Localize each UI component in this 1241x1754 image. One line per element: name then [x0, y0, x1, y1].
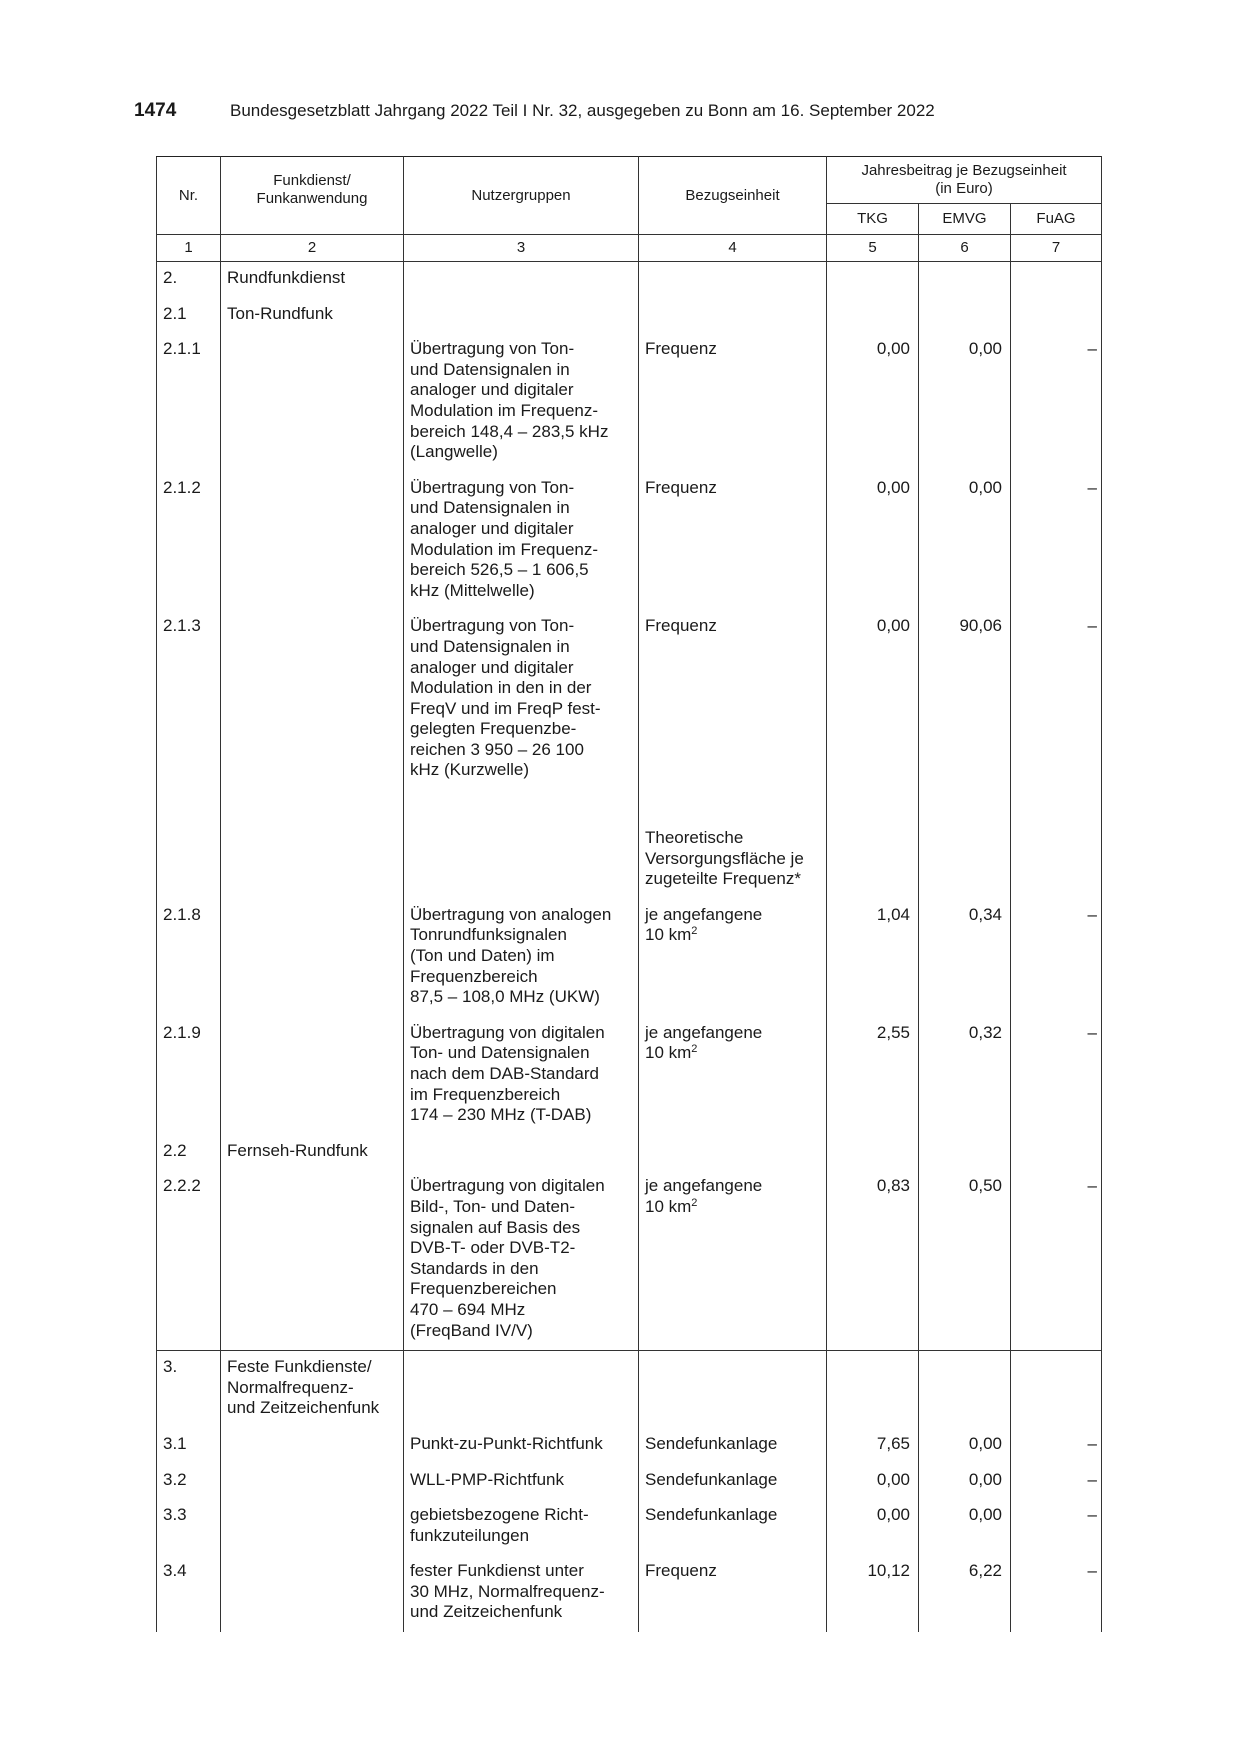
cell-nr: 2.1.8: [157, 899, 221, 1017]
cell-bezugseinheit: Sendefunkanlage: [639, 1428, 827, 1464]
superscript: 2: [691, 1196, 698, 1209]
cell-bezugseinheit: Theoretische Versorgungsfläche je zugeteilte Frequenz*: [639, 790, 827, 899]
table-row: [157, 472, 1102, 611]
cell-emvg: 90,06: [919, 610, 1011, 790]
column-number-row: [157, 235, 1102, 262]
cell-bezugseinheit: Frequenz: [639, 472, 827, 611]
page-header: [134, 100, 1114, 126]
cell-tkg: 0,00: [827, 1464, 919, 1500]
cell-fuag: –: [1011, 1017, 1102, 1135]
cell-bezugseinheit: Frequenz: [639, 610, 827, 790]
cell-bezugseinheit: [639, 298, 827, 334]
cell-tkg: [827, 1351, 919, 1428]
cell-tkg: 0,00: [827, 472, 919, 611]
cell-funkdienst: [221, 1555, 404, 1632]
table-row: [157, 899, 1102, 1017]
cell-nr: 2.: [157, 262, 221, 298]
cell-nutzergruppen: [404, 1351, 639, 1428]
header-tkg: TKG: [827, 204, 919, 235]
cell-fuag: –: [1011, 1555, 1102, 1632]
cell-nr: 2.1: [157, 298, 221, 334]
cell-fuag: –: [1011, 333, 1102, 472]
cell-bezugseinheit: Sendefunkanlage: [639, 1464, 827, 1500]
cell-nr: 2.1.9: [157, 1017, 221, 1135]
cell-tkg: 7,65: [827, 1428, 919, 1464]
cell-funkdienst: [221, 1499, 404, 1555]
cell-nutzergruppen: Übertragung von digitalen Ton- und Datensignalen nach dem DAB-Standard im Frequenzbereich 174 – 230 MHz (T-DAB): [404, 1017, 639, 1135]
cell-nr: 2.1.2: [157, 472, 221, 611]
cell-emvg: 0,00: [919, 1464, 1011, 1500]
cell-nr: 3.3: [157, 1499, 221, 1555]
header-emvg: EMVG: [919, 204, 1011, 235]
cell-bezugseinheit: [639, 262, 827, 298]
fee-table: [156, 156, 1102, 1632]
cell-fuag: –: [1011, 1464, 1102, 1500]
table-row: [157, 1135, 1102, 1171]
table-row: [157, 1351, 1102, 1428]
column-number: 3: [404, 235, 639, 262]
header-jahresbeitrag: Jahresbeitrag je Bezugseinheit (in Euro): [827, 157, 1102, 204]
cell-nr: 2.2.2: [157, 1170, 221, 1350]
superscript: 2: [691, 1043, 698, 1056]
column-number: 6: [919, 235, 1011, 262]
cell-funkdienst: [221, 1464, 404, 1500]
cell-fuag: –: [1011, 472, 1102, 611]
cell-nutzergruppen: fester Funkdienst unter 30 MHz, Normalfrequenz- und Zeitzeichenfunk: [404, 1555, 639, 1632]
cell-tkg: 2,55: [827, 1017, 919, 1135]
cell-tkg: 0,83: [827, 1170, 919, 1350]
table-row: [157, 790, 1102, 899]
cell-emvg: 0,34: [919, 899, 1011, 1017]
cell-bezugseinheit: Frequenz: [639, 1555, 827, 1632]
cell-tkg: 0,00: [827, 333, 919, 472]
cell-nr: 2.2: [157, 1135, 221, 1171]
cell-fuag: –: [1011, 1428, 1102, 1464]
header-nutzergruppen: Nutzergruppen: [404, 157, 639, 235]
cell-nr: 2.1.3: [157, 610, 221, 790]
header-funkdienst: Funkdienst/ Funkanwendung: [221, 157, 404, 235]
cell-emvg: [919, 790, 1011, 899]
cell-fuag: [1011, 262, 1102, 298]
cell-bezugseinheit: Frequenz: [639, 333, 827, 472]
header-bezugseinheit: Bezugseinheit: [639, 157, 827, 235]
column-number: 7: [1011, 235, 1102, 262]
cell-tkg: [827, 790, 919, 899]
cell-emvg: 0,00: [919, 333, 1011, 472]
cell-emvg: 0,00: [919, 1499, 1011, 1555]
table-row: [157, 1170, 1102, 1350]
table-row: [157, 262, 1102, 298]
cell-bezugseinheit: Sendefunkanlage: [639, 1499, 827, 1555]
cell-bezugseinheit: je angefangene 10 $km^2$: [639, 1017, 827, 1135]
cell-nr: 3.: [157, 1351, 221, 1428]
table-row: [157, 1499, 1102, 1555]
cell-tkg: [827, 262, 919, 298]
cell-nutzergruppen: [404, 298, 639, 334]
cell-tkg: 1,04: [827, 899, 919, 1017]
column-number: 2: [221, 235, 404, 262]
cell-funkdienst: Ton-Rundfunk: [221, 298, 404, 334]
cell-nutzergruppen: gebietsbezogene Richt- funkzuteilungen: [404, 1499, 639, 1555]
cell-emvg: 0,00: [919, 472, 1011, 611]
cell-nutzergruppen: Übertragung von Ton- und Datensignalen in analoger und digitaler Modulation im Frequenz- bereich 148,4 – 283,5 kHz (Langwelle): [404, 333, 639, 472]
cell-fuag: [1011, 1351, 1102, 1428]
cell-funkdienst: [221, 472, 404, 611]
cell-funkdienst: [221, 1017, 404, 1135]
cell-nutzergruppen: Übertragung von Ton- und Datensignalen in analoger und digitaler Modulation im Frequenz- bereich 526,5 – 1 606,5 kHz (Mittelwelle): [404, 472, 639, 611]
cell-fuag: [1011, 790, 1102, 899]
cell-fuag: –: [1011, 610, 1102, 790]
cell-emvg: [919, 298, 1011, 334]
column-number: 1: [157, 235, 221, 262]
cell-nutzergruppen: [404, 790, 639, 899]
cell-tkg: [827, 298, 919, 334]
superscript: 2: [691, 925, 698, 938]
cell-tkg: 0,00: [827, 610, 919, 790]
cell-fuag: –: [1011, 1170, 1102, 1350]
cell-funkdienst: [221, 899, 404, 1017]
page-title: Bundesgesetzblatt Jahrgang 2022 Teil I Nr. 32, ausgegeben zu Bonn am 16. September 2022: [230, 101, 935, 120]
cell-nr: 2.1.1: [157, 333, 221, 472]
cell-funkdienst: [221, 790, 404, 899]
cell-nutzergruppen: Übertragung von digitalen Bild-, Ton- und Daten- signalen auf Basis des DVB-T- oder DVB-T2- Standards in den Frequenzbereichen 470 – 694 MHz (FreqBand IV/V): [404, 1170, 639, 1350]
cell-emvg: [919, 262, 1011, 298]
table-row: [157, 298, 1102, 334]
cell-nr: [157, 790, 221, 899]
cell-funkdienst: Feste Funkdienste/ Normalfrequenz- und Zeitzeichenfunk: [221, 1351, 404, 1428]
page-number: 1474: [134, 100, 177, 121]
table-row: [157, 333, 1102, 472]
cell-bezugseinheit: [639, 1135, 827, 1171]
cell-fuag: [1011, 298, 1102, 334]
header-nr: Nr.: [157, 157, 221, 235]
table-row: [157, 1555, 1102, 1632]
cell-funkdienst: [221, 333, 404, 472]
cell-bezugseinheit: [639, 1351, 827, 1428]
cell-bezugseinheit: je angefangene 10 $km^2$: [639, 1170, 827, 1350]
column-number: 5: [827, 235, 919, 262]
table-row: [157, 1428, 1102, 1464]
cell-nr: 3.2: [157, 1464, 221, 1500]
table-body: [157, 262, 1102, 1633]
cell-funkdienst: [221, 1428, 404, 1464]
cell-tkg: [827, 1135, 919, 1171]
cell-fuag: –: [1011, 899, 1102, 1017]
cell-nr: 3.4: [157, 1555, 221, 1632]
cell-emvg: 6,22: [919, 1555, 1011, 1632]
cell-funkdienst: Rundfunkdienst: [221, 262, 404, 298]
cell-tkg: 0,00: [827, 1499, 919, 1555]
cell-emvg: [919, 1135, 1011, 1171]
cell-funkdienst: Fernseh-Rundfunk: [221, 1135, 404, 1171]
cell-nutzergruppen: Übertragung von analogen Tonrundfunksignalen (Ton und Daten) im Frequenzbereich 87,5 – 108,0 MHz (UKW): [404, 899, 639, 1017]
cell-nutzergruppen: [404, 262, 639, 298]
cell-funkdienst: [221, 610, 404, 790]
cell-nr: 3.1: [157, 1428, 221, 1464]
cell-nutzergruppen: Übertragung von Ton- und Datensignalen in analoger und digitaler Modulation in den in der FreqV und im FreqP fest- gelegten Frequenzbe- reichen 3 950 – 26 100 kHz (Kurzwelle): [404, 610, 639, 790]
header-fuag: FuAG: [1011, 204, 1102, 235]
cell-emvg: 0,00: [919, 1428, 1011, 1464]
cell-fuag: [1011, 1135, 1102, 1171]
cell-emvg: 0,32: [919, 1017, 1011, 1135]
table-row: [157, 1464, 1102, 1500]
cell-nutzergruppen: Punkt-zu-Punkt-Richtfunk: [404, 1428, 639, 1464]
cell-bezugseinheit: je angefangene 10 $km^2$: [639, 899, 827, 1017]
column-number: 4: [639, 235, 827, 262]
table-row: [157, 610, 1102, 790]
cell-emvg: [919, 1351, 1011, 1428]
cell-fuag: –: [1011, 1499, 1102, 1555]
table-row: [157, 1017, 1102, 1135]
cell-emvg: 0,50: [919, 1170, 1011, 1350]
cell-funkdienst: [221, 1170, 404, 1350]
cell-nutzergruppen: WLL-PMP-Richtfunk: [404, 1464, 639, 1500]
cell-nutzergruppen: [404, 1135, 639, 1171]
cell-tkg: 10,12: [827, 1555, 919, 1632]
